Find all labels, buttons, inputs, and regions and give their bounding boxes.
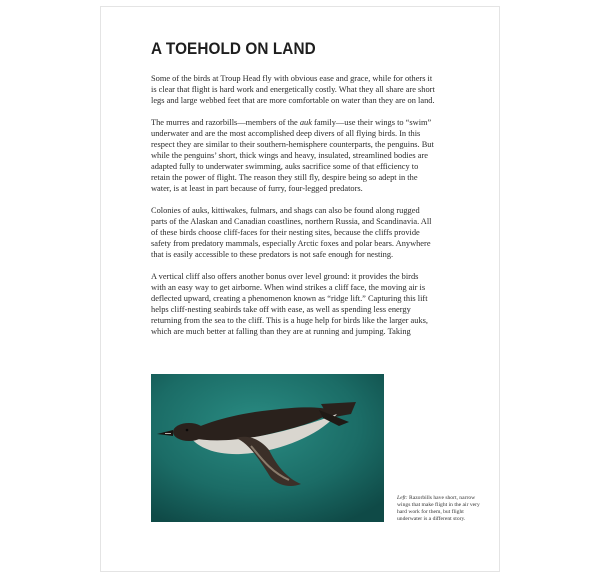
paragraph-3: Colonies of auks, kittiwakes, fulmars, and shags can also be found along rugged parts of the Alaskan and Canadian coastlines, northern Russia, and Scandinavia. All of these birds choose cliff-faces for their nesting sites, because the cliffs provide safety from predatory mammals, especially Arctic foxes and polar bears. Anywhere that is easily accessible to these predators is not safe enough for nesting.	[151, 205, 432, 260]
photo-caption	[397, 495, 487, 523]
article-body	[151, 73, 435, 348]
caption-text: Razorbills have short, narrow wings that make flight in the air very hard work for them, but flight underwater is a different story.	[397, 495, 480, 522]
razorbill-illustration	[151, 374, 384, 522]
page-title: A TOEHOLD ON LAND	[151, 39, 316, 58]
paragraph-1: Some of the birds at Troup Head fly with obvious ease and grace, while for others it is clear that flight is hard work and energetically costly. What they all share are short legs and large webbed feet that are more comfortable on water than they are on land.	[151, 74, 435, 106]
caption-lead: Left:	[397, 495, 408, 501]
razorbill-underwater-photo	[151, 374, 384, 522]
paragraph-2-start: The murres and razorbills—members of the	[151, 117, 300, 127]
paragraph-2	[151, 117, 435, 195]
auk-term: auk	[299, 117, 312, 127]
paragraph-2-rest: family—use their wings to “swim” underwater and are the most accomplished deep divers of all flying birds. In this respect they are similar to their southern-hemisphere counterparts, the penguins. But while the penguins’ short, thick wings and heavy, insulated, streamlined bodies are adapted fully to underwater swimming, auks sacrifice some of that efficiency to retain the power of flight. The reason they still fly, despire being so adept in the water, is at least in part because of furry, four-legged predators.	[151, 117, 434, 194]
book-page	[100, 6, 500, 572]
paragraph-4: A vertical cliff also offers another bonus over level ground: it provides the birds with an easy way to get airborne. When wind strikes a cliff face, the moving air is deflected upward, creating a phenomenon known as “ridge lift.” Capturing this lift helps cliff-nesting seabirds take off with ease, as well as spending less energy returning from the sea to the cliff. This is a huge help for birds like the larger auks, which are much better at falling than they are at running and jumping. Taking	[151, 271, 428, 337]
